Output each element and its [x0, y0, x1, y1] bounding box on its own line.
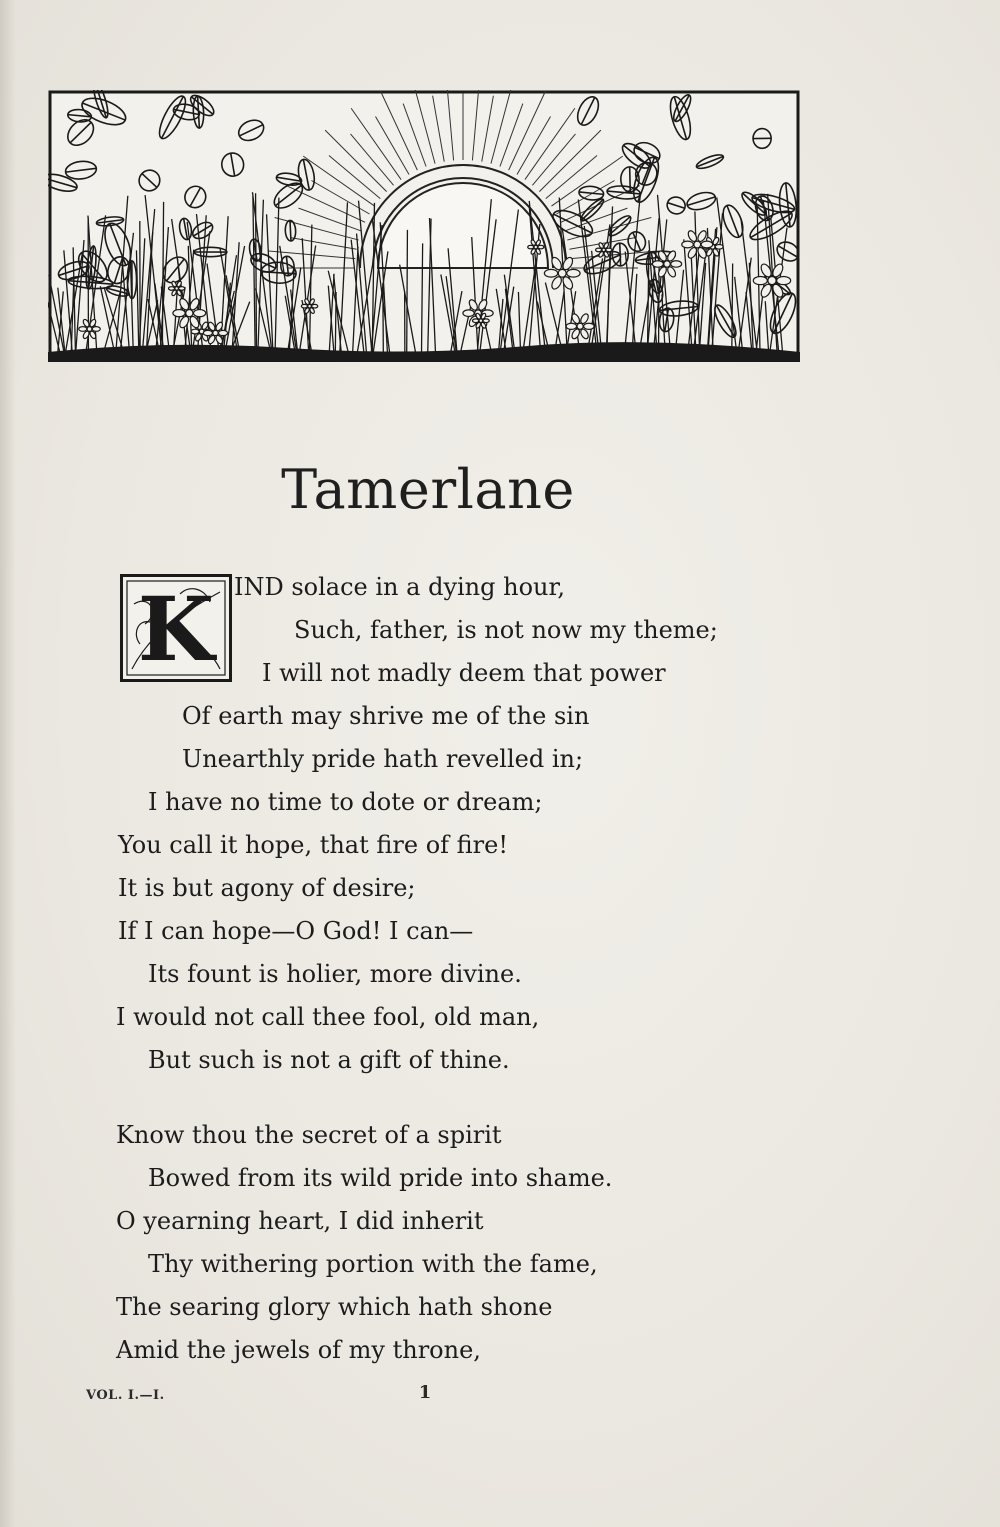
verse-line: I have no time to dote or dream; [148, 788, 543, 816]
signature-mark: VOL. I.—I. [86, 1388, 165, 1403]
drop-cap-letter: K [137, 577, 215, 681]
verse-line: Its fount is holier, more divine. [148, 960, 522, 988]
verse-line: But such is not a gift of thine. [148, 1046, 510, 1074]
drop-cap-k [120, 574, 232, 682]
verse-line: Amid the jewels of my throne, [116, 1336, 481, 1364]
verse-line: I would not call thee fool, old man, [116, 1003, 540, 1031]
verse-line: I will not madly deem that power [262, 659, 666, 687]
verse-line: If I can hope—O God! I can— [118, 917, 474, 945]
verse-line: Unearthly pride hath revelled in; [182, 745, 584, 773]
verse-line: Such, father, is not now my theme; [294, 616, 718, 644]
verse-line: O yearning heart, I did inherit [116, 1207, 484, 1235]
poem-title: Tamerlane [281, 458, 575, 521]
page-number: 1 [418, 1382, 432, 1403]
headpiece-illustration [48, 90, 800, 362]
verse-line: You call it hope, that fire of fire! [118, 831, 508, 859]
verse-line: IND solace in a dying hour, [234, 573, 565, 601]
verse-line: Of earth may shrive me of the sin [182, 702, 590, 730]
verse-line: It is but agony of desire; [118, 874, 416, 902]
verse-line: Bowed from its wild pride into shame. [148, 1164, 613, 1192]
sunrise-over-wildflowers-icon [48, 90, 800, 362]
verse-line: The searing glory which hath shone [116, 1293, 553, 1321]
page-gutter-shadow [0, 0, 16, 1527]
verse-line: Thy withering portion with the fame, [148, 1250, 598, 1278]
verse-line: Know thou the secret of a spirit [116, 1121, 502, 1149]
